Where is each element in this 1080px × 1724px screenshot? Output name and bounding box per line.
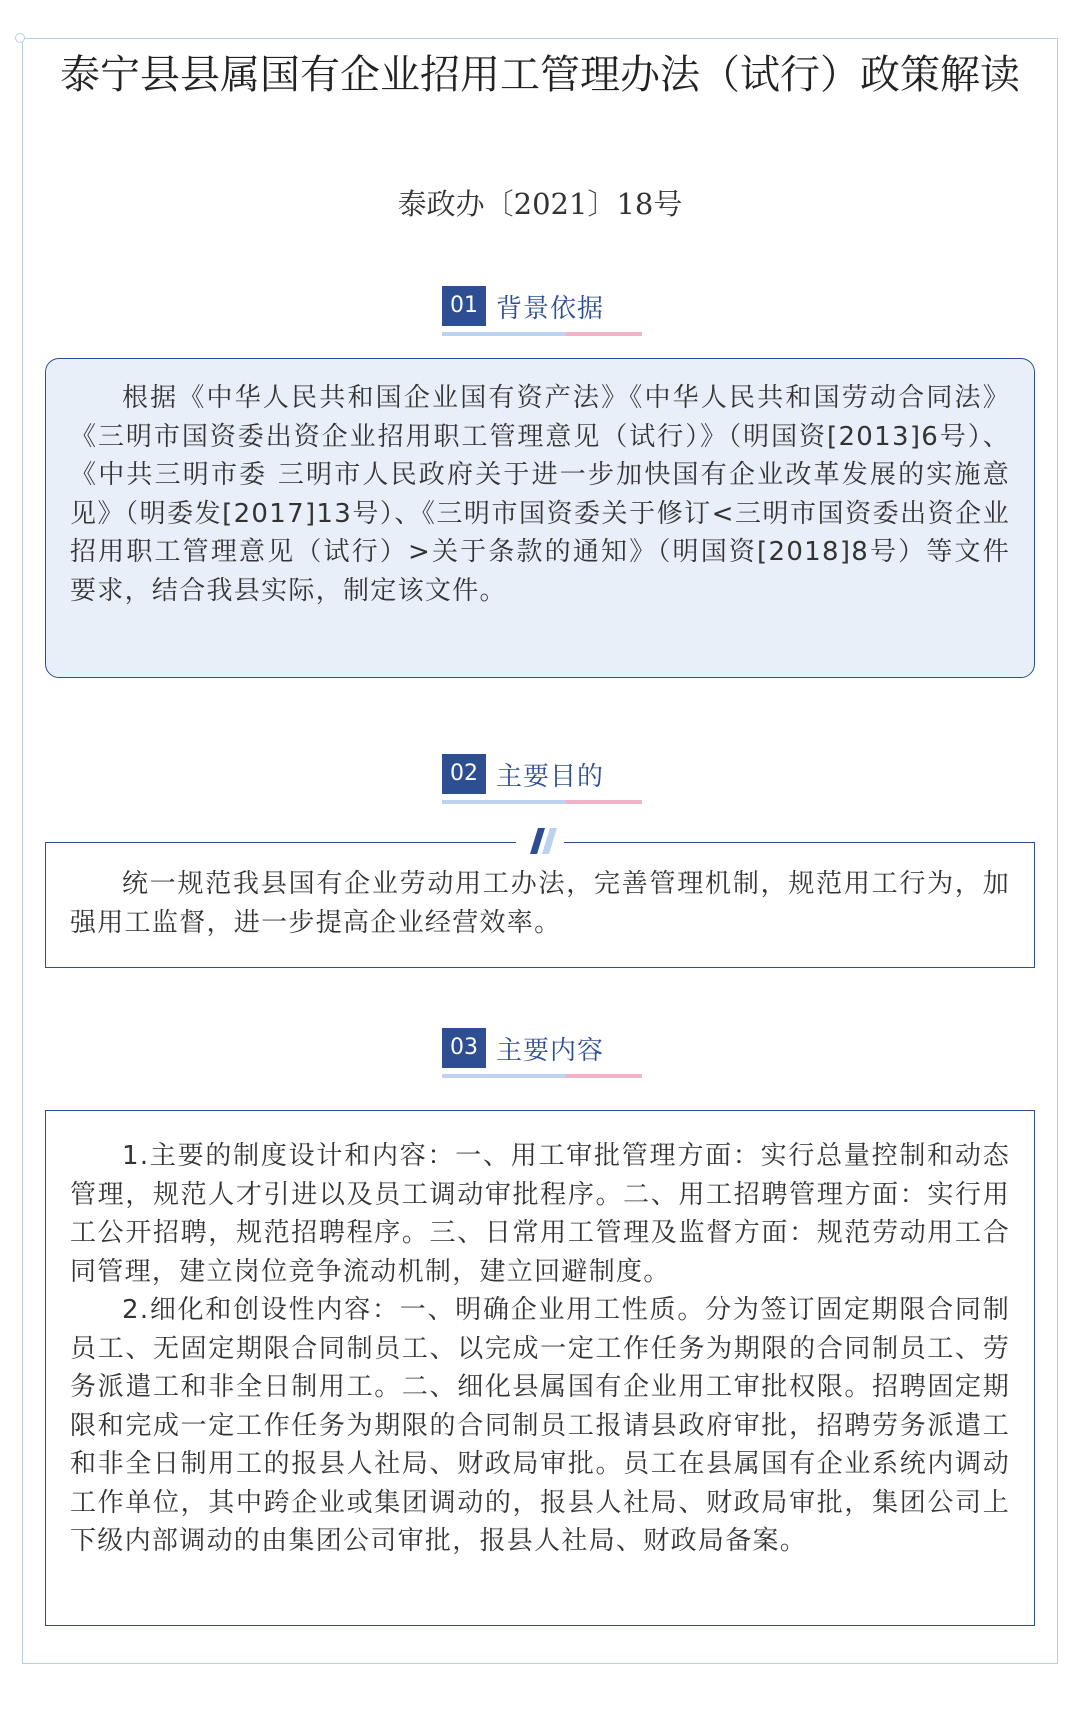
background-basis-box (45, 358, 1035, 678)
section-underline (442, 332, 642, 336)
section-underline (442, 1074, 642, 1078)
section-header-background (0, 284, 1080, 340)
page-title: 泰宁县县属国有企业招用工管理办法（试行）政策解读 (60, 52, 1020, 98)
paragraph: 统一规范我县国有企业劳动用工办法，完善管理机制，规范用工行为，加强用工监督，进一步提高企业经营效率。 (70, 869, 1010, 938)
section-header-purpose (0, 752, 1080, 808)
frame-corner-dot (15, 33, 25, 43)
paragraph: 根据《中华人民共和国企业国有资产法》《中华人民共和国劳动合同法》《三明市国资委出资企业招用职工管理意见（试行）》（明国资[2013]6号）、《中共三明市委 三明市人民政府关于进一步加快国有企业改革发展的实施意见》（明委发[2017]13号）、《三明市国资委关于修订<三明市国资委出资企业招用职工管理意见（试行）>关于条款的通知》（明国资[2018]8号）等文件要求，结合我县实际，制定该文件。 (70, 383, 1010, 606)
section-number: 01 (442, 286, 486, 326)
main-content-box (45, 1110, 1035, 1626)
section-number: 03 (442, 1028, 486, 1068)
section-header-content (0, 1026, 1080, 1082)
document-number: 泰政办〔2021〕18号 (397, 187, 683, 221)
section-title: 主要目的 (496, 761, 605, 792)
section-number: 02 (442, 754, 486, 794)
paragraph: 1.主要的制度设计和内容：一、用工审批管理方面：实行总量控制和动态管理，规范人才引进以及员工调动审批程序。二、用工招聘管理方面：实行用工公开招聘，规范招聘程序。三、日常用工管理及监督方面：规范劳动用工合同管理，建立岗位竞争流动机制，建立回避制度。 (70, 1141, 1010, 1287)
section-underline (442, 800, 642, 804)
double-slash-icon (516, 826, 564, 856)
section-title: 主要内容 (496, 1035, 605, 1066)
main-purpose-box (45, 842, 1035, 968)
paragraph: 2.细化和创设性内容：一、明确企业用工性质。分为签订固定期限合同制员工、无固定期限合同制员工、以完成一定工作任务为期限的合同制员工、劳务派遣工和非全日制用工。二、细化县属国有企业用工审批权限。招聘固定期限和完成一定工作任务为期限的合同制员工报请县政府审批，招聘劳务派遣工和非全日制用工的报县人社局、财政局审批。员工在县属国有企业系统内调动工作单位，其中跨企业或集团调动的，报县人社局、财政局审批，集团公司上下级内部调动的由集团公司审批，报县人社局、财政局备案。 (70, 1295, 1010, 1556)
section-title: 背景依据 (496, 293, 605, 324)
